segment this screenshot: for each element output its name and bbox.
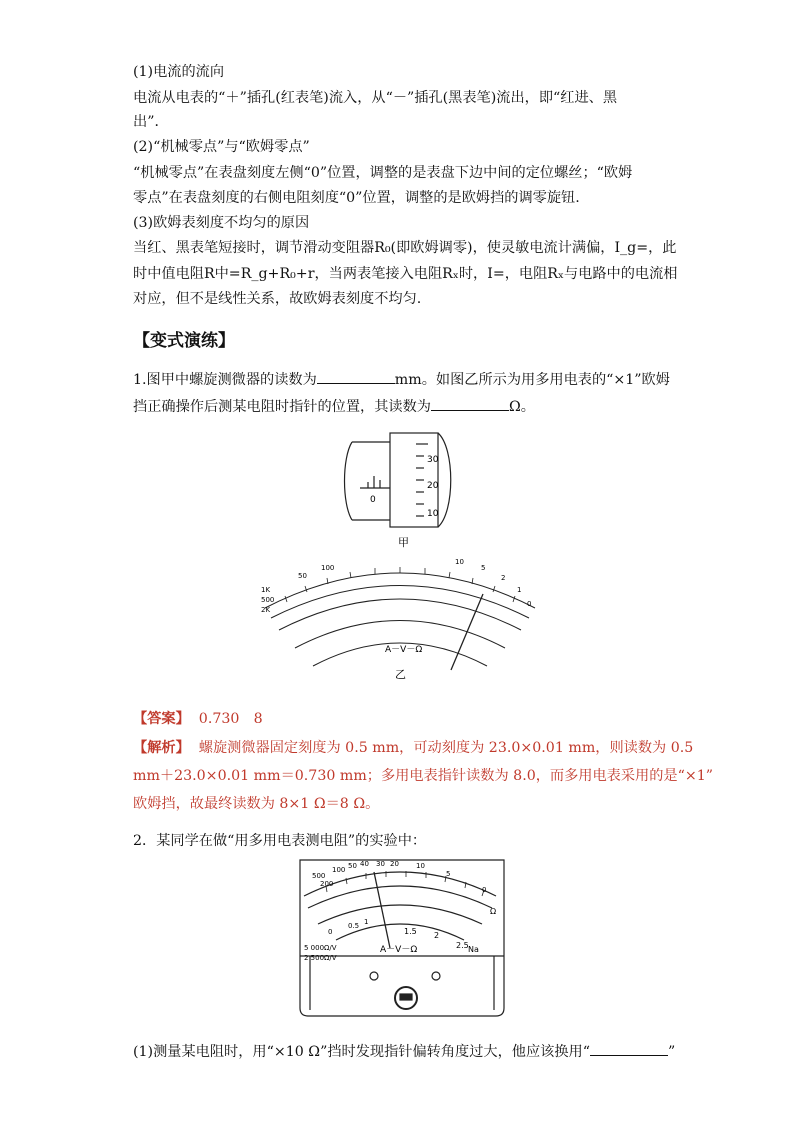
question-2-text: (1)测量某电阻时，用“×10 Ω”挡时发现指针偏转角度过大，他应该换用“ — [133, 1044, 590, 1060]
question-1-text: mm。如图乙所示为用多用电表的“×1”欧姆 — [394, 372, 670, 388]
answer-value: 0.730 8 — [198, 711, 263, 727]
dial-label: 500 — [312, 872, 326, 880]
dial-label: 100 — [332, 866, 346, 874]
dial-label: 50 — [298, 572, 307, 580]
answer-line — [133, 709, 263, 729]
micrometer-figure — [340, 428, 470, 556]
text-line: (3)欧姆表刻度不均匀的原因 — [133, 215, 310, 231]
text-line: “机械零点”在表盘刻度左侧“0”位置，调整的是表盘下边中间的定位螺丝；“欧姆 — [133, 165, 633, 181]
question-1-text: 1.图甲中螺旋测微器的读数为 — [133, 372, 317, 388]
answer-blank[interactable] — [590, 1041, 668, 1056]
dial-label: 20 — [390, 860, 399, 868]
question-1-text: 挡正确操作后测某电阻时指针的位置，其读数为 — [133, 399, 431, 415]
dial-ticks — [285, 567, 515, 602]
section-title: 【变式演练】 — [133, 331, 235, 351]
dial-label: 2 — [434, 931, 440, 940]
figure-caption: 乙 — [395, 668, 406, 681]
dial-label: 1.5 — [404, 927, 417, 936]
dial-label: 2.5 — [456, 941, 469, 950]
dial-label: 30 — [376, 860, 385, 868]
analysis-line: mm＋23.0×0.01 mm＝0.730 mm；多用电表指针读数为 8.0，而多用电表采用的是“×1” — [133, 768, 714, 784]
dial-label: 5 — [446, 870, 451, 878]
na-label: Na — [468, 945, 479, 954]
micrometer-tick-label: 20 — [427, 481, 439, 491]
question-2-title: 2．某同学在做“用多用电表测电阻”的实验中： — [133, 833, 427, 849]
answer-blank[interactable] — [431, 396, 509, 411]
dial-label: 2 — [501, 574, 506, 582]
dial-label: 0 — [328, 928, 333, 936]
question-1-text: Ω。 — [508, 399, 535, 415]
sensitivity-label: 2 500Ω/V — [304, 954, 337, 962]
micrometer-zero-label: 0 — [370, 495, 376, 505]
dial-label: 10 — [416, 862, 425, 870]
dial-label: 0 — [527, 600, 532, 608]
text-line: 对应，但不是线性关系，故欧姆表刻度不均匀. — [133, 291, 422, 307]
text-line: 时中值电阻R中=R_g+R₀+r，当两表笔接入电阻Rₓ时，I=，电阻Rₓ与电路中的电流相 — [133, 266, 678, 282]
text-line: (1)电流的流向 — [133, 64, 225, 80]
answer-tag: 【答案】 — [133, 711, 190, 727]
question-2-sub-1 — [133, 1041, 675, 1062]
dial-label: 40 — [360, 860, 369, 868]
dial-label: 2K — [261, 606, 271, 614]
text-line: 零点”在表盘刻度的右侧电阻刻度“0”位置，调整的是欧姆挡的调零旋钮. — [133, 190, 580, 206]
dial-label: 10 — [455, 558, 464, 566]
analysis-tag: 【解析】 — [133, 740, 190, 756]
dial-center-label: A－V－Ω — [380, 945, 418, 955]
question-1-line-1 — [133, 369, 670, 390]
figure-caption: 甲 — [398, 536, 409, 549]
answer-blank[interactable] — [317, 369, 395, 384]
dial-label: 200 — [320, 880, 334, 888]
analysis-line — [133, 738, 693, 758]
dial-label: 0.5 — [348, 922, 360, 930]
sensitivity-label: 5 000Ω/V — [304, 944, 337, 952]
dial-label: 50 — [348, 862, 357, 870]
micrometer-tick-label: 10 — [427, 509, 439, 519]
analysis-line: 欧姆挡，故最终读数为 8×1 Ω＝8 Ω。 — [133, 796, 380, 812]
dial-center-label: A－V－Ω — [385, 645, 423, 655]
multimeter-dial-figure — [255, 548, 545, 683]
text-line: (2)“机械零点”与“欧姆零点” — [133, 139, 310, 155]
dial-label: 1 — [517, 586, 522, 594]
dial-label: 100 — [321, 564, 335, 572]
question-1-line-2 — [133, 396, 535, 417]
dial-label: 500 — [261, 596, 275, 604]
dial-label: 1K — [261, 586, 271, 594]
analysis-text: 螺旋测微器固定刻度为 0.5 mm，可动刻度为 23.0×0.01 mm，则读数为 0.5 — [198, 740, 694, 756]
dial-label: 5 — [481, 564, 486, 572]
multimeter-figure — [296, 856, 508, 1020]
omega-label: Ω — [490, 907, 497, 916]
text-line: 电流从电表的“＋”插孔(红表笔)流入，从“－”插孔(黑表笔)流出，即“红进、黑 — [133, 90, 618, 106]
micrometer-tick-label: 30 — [427, 455, 439, 465]
dial-label: 1 — [364, 918, 369, 926]
text-line: 出”． — [133, 114, 169, 130]
dial-label: 0 — [482, 886, 487, 894]
text-line: 当红、黑表笔短接时，调节滑动变阻器R₀(即欧姆调零)，使灵敏电流计满偏，I_g=，此 — [133, 240, 677, 256]
question-2-text: ” — [667, 1044, 676, 1060]
